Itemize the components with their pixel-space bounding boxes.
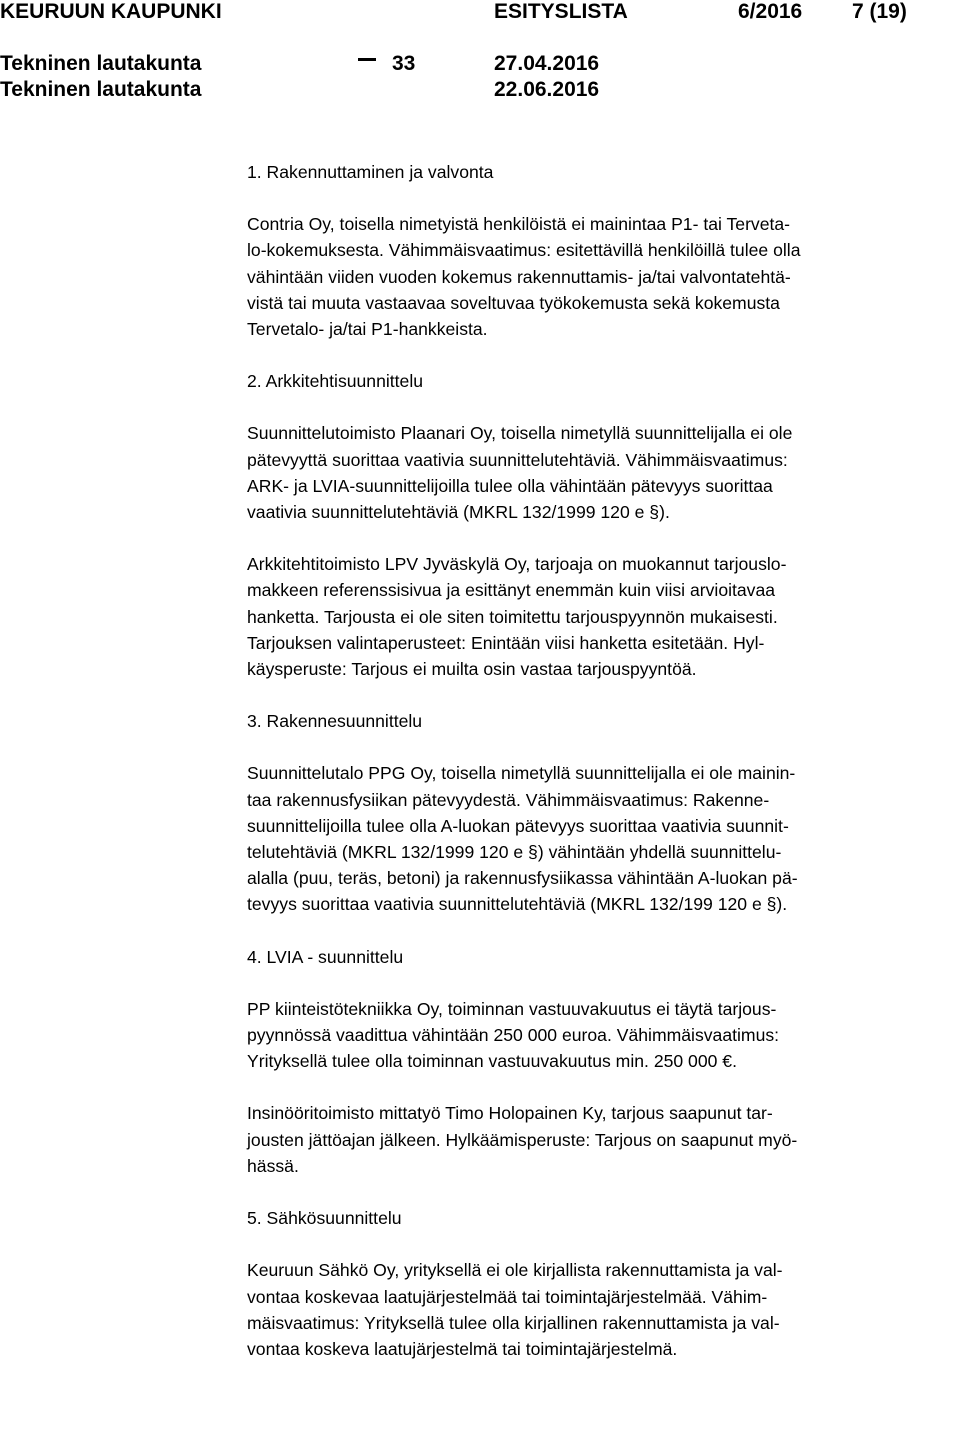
paragraph-line: mäisvaatimus: Yrityksellä tulee olla kirjallinen rakennuttamista ja val-: [247, 1312, 780, 1333]
paragraph-line: Contria Oy, toisella nimetyistä henkilöistä ei mainintaa P1- tai Terveta-: [247, 214, 791, 235]
paragraph-line: käysperuste: Tarjous ei muilta osin vastaa tarjouspyyntöä.: [247, 659, 697, 680]
section-mark: [358, 58, 376, 61]
section-paragraph: [247, 211, 953, 342]
paragraph-line: suunnittelijoilla tulee olla A-luokan pätevyys suorittaa vaativia suunnit-: [247, 815, 789, 836]
paragraph-line: lo-kokemuksesta. Vähimmäisvaatimus: esitettävillä henkilöillä tulee olla: [247, 240, 801, 261]
paragraph-line: vaativia suunnittelutehtäviä (MKRL 132/1999 120 e §).: [247, 502, 670, 523]
page-number: 7 (19): [852, 0, 907, 23]
paragraph-line: Insinööritoimisto mittatyö Timo Holopainen Ky, tarjous saapunut tar-: [247, 1103, 773, 1124]
paragraph-line: PP kiinteistötekniikka Oy, toiminnan vastuuvakuutus ei täytä tarjous-: [247, 998, 777, 1019]
section-paragraph: [247, 1257, 953, 1362]
paragraph-line: Yrityksellä tulee olla toiminnan vastuuvakuutus min. 250 000 €.: [247, 1051, 737, 1072]
board-name: Tekninen lautakunta: [0, 52, 202, 75]
paragraph-line: jousten jättöajan jälkeen. Hylkäämisperuste: Tarjous on saapunut myö-: [247, 1129, 798, 1150]
meeting-date: 27.04.2016: [494, 52, 600, 75]
section-paragraph: [247, 1100, 953, 1179]
document-header: [0, 0, 960, 24]
paragraph-line: taa rakennusfysiikan pätevyydestä. Vähimmäisvaatimus: Rakenne-: [247, 789, 770, 810]
paragraph-line: Suunnittelutoimisto Plaanari Oy, toisella nimetyllä suunnittelijalla ei ole: [247, 423, 793, 444]
item-number: 33: [392, 52, 416, 75]
paragraph-line: vistä tai muuta vastaavaa soveltuvaa työkokemusta sekä kokemusta: [247, 292, 780, 313]
section-heading: 1. Rakennuttaminen ja valvonta: [247, 162, 494, 182]
section-heading: 4. LVIA - suunnittelu: [247, 946, 404, 967]
issue-number: 6/2016: [738, 0, 803, 23]
paragraph-line: vontaa koskevaa laatujärjestelmää tai toimintajärjestelmää. Vähim-: [247, 1286, 768, 1307]
board-name: Tekninen lautakunta: [0, 78, 202, 101]
organization-name: KEURUUN KAUPUNKI: [0, 0, 222, 23]
paragraph-line: vontaa koskeva laatujärjestelmä tai toimintajärjestelmä.: [247, 1338, 678, 1359]
paragraph-line: Tervetalo- ja/tai P1-hankkeista.: [247, 319, 488, 340]
meeting-row-2: [0, 78, 960, 102]
paragraph-line: makkeen referenssisivua ja esittänyt enemmän kuin viisi arvioitavaa: [247, 580, 776, 601]
document-body: [247, 159, 953, 1388]
section-heading: 2. Arkkitehtisuunnittelu: [247, 371, 424, 392]
paragraph-line: Arkkitehtitoimisto LPV Jyväskylä Oy, tarjoaja on muokannut tarjouslo-: [247, 554, 787, 575]
paragraph-line: vähintään viiden vuoden kokemus rakennuttamis- ja/tai valvontatehtä-: [247, 266, 791, 287]
section-heading: 5. Sähkösuunnittelu: [247, 1208, 402, 1229]
paragraph-line: Tarjouksen valintaperusteet: Enintään viisi hanketta esitetään. Hyl-: [247, 632, 765, 653]
meeting-row-1: [0, 52, 960, 76]
section-paragraph: [247, 996, 953, 1075]
paragraph-line: ARK- ja LVIA-suunnittelijoilla tulee olla vähintään pätevyys suorittaa: [247, 475, 773, 496]
paragraph-line: alalla (puu, teräs, betoni) ja rakennusfysiikassa vähintään A-luokan pä-: [247, 868, 798, 889]
paragraph-line: Suunnittelutalo PPG Oy, toisella nimetyllä suunnittelijalla ei ole mainin-: [247, 763, 796, 784]
paragraph-line: Keuruun Sähkö Oy, yrityksellä ei ole kirjallista rakennuttamista ja val-: [247, 1260, 783, 1281]
section-paragraph: [247, 420, 953, 525]
paragraph-line: hanketta. Tarjousta ei ole siten toimitettu tarjouspyynnön mukaisesti.: [247, 606, 778, 627]
section-paragraph: [247, 551, 953, 682]
paragraph-line: telutehtäviä (MKRL 132/1999 120 e §) vähintään yhdellä suunnittelu-: [247, 842, 782, 863]
paragraph-line: tevyys suorittaa vaativia suunnittelutehtäviä (MKRL 132/199 120 e §).: [247, 894, 788, 915]
section-heading: 3. Rakennesuunnittelu: [247, 711, 423, 732]
paragraph-line: pätevyyttä suorittaa vaativia suunnittelutehtäviä. Vähimmäisvaatimus:: [247, 449, 788, 470]
paragraph-line: pyynnössä vaadittua vähintään 250 000 euroa. Vähimmäisvaatimus:: [247, 1025, 780, 1046]
paragraph-line: hässä.: [247, 1155, 299, 1176]
section-paragraph: [247, 760, 953, 917]
document-type: ESITYSLISTA: [494, 0, 628, 23]
meeting-date: 22.06.2016: [494, 78, 600, 101]
